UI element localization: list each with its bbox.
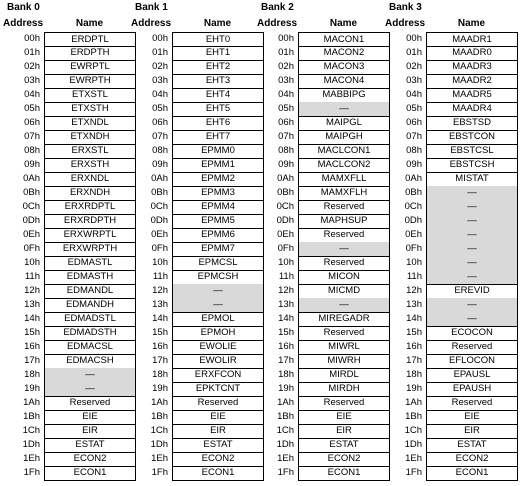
register-name: EPKTCNT — [172, 382, 264, 397]
register-address: 1Ah — [277, 397, 294, 408]
register-name: EPMM1 — [172, 158, 264, 173]
register-address: 10h — [24, 257, 40, 268]
register-name: EDMASTL — [44, 256, 136, 271]
register-name: ESTAT — [172, 438, 264, 453]
register-name: MAADR3 — [426, 60, 518, 75]
register-address: 09h — [278, 159, 294, 170]
register-name: Reserved — [298, 228, 390, 243]
register-name: Reserved — [298, 256, 390, 271]
register-address: 14h — [278, 313, 294, 324]
register-name: EIR — [426, 424, 518, 439]
register-address: 15h — [278, 327, 294, 338]
register-name: Reserved — [298, 396, 390, 411]
register-address: 19h — [406, 383, 422, 394]
register-name: EWRPTH — [44, 74, 136, 89]
register-name: EBSTCSH — [426, 158, 518, 173]
register-name: — — [426, 298, 518, 313]
register-address: 07h — [24, 131, 40, 142]
register-address: 0Fh — [277, 243, 294, 254]
register-address: 13h — [406, 299, 422, 310]
register-name: ECON2 — [172, 452, 264, 467]
register-name: MAPHSUP — [298, 214, 390, 229]
register-name: EIE — [298, 410, 390, 425]
register-address: 1Ah — [23, 397, 40, 408]
register-name: — — [426, 242, 518, 257]
register-address: 09h — [24, 159, 40, 170]
register-address: 04h — [24, 89, 40, 100]
register-address: 16h — [152, 341, 168, 352]
register-name: — — [426, 214, 518, 229]
register-address: 09h — [152, 159, 168, 170]
register-address: 13h — [278, 299, 294, 310]
register-address: 0Ah — [151, 173, 168, 184]
register-name: — — [426, 186, 518, 201]
register-address: 12h — [278, 285, 294, 296]
register-name: MAADR2 — [426, 74, 518, 89]
bank-title: Bank 1 — [135, 2, 168, 13]
register-name: — — [172, 284, 264, 299]
register-address: 05h — [278, 103, 294, 114]
register-address: 0Bh — [405, 187, 422, 198]
register-address: 1Fh — [23, 467, 40, 478]
register-name: EDMACSL — [44, 340, 136, 355]
register-name: ECON1 — [426, 466, 518, 481]
register-address: 12h — [24, 285, 40, 296]
register-name: EDMADSTL — [44, 312, 136, 327]
register-name: MIRDL — [298, 368, 390, 383]
register-address: 02h — [24, 61, 40, 72]
register-address: 18h — [152, 369, 168, 380]
register-address: 12h — [152, 285, 168, 296]
register-address: 1Dh — [150, 439, 168, 450]
register-name: ERXSTH — [44, 158, 136, 173]
register-name: ERXRDPTH — [44, 214, 136, 229]
register-address: 0Eh — [23, 229, 40, 240]
register-address: 08h — [278, 145, 294, 156]
register-address: 0Ah — [23, 173, 40, 184]
register-address: 0Bh — [151, 187, 168, 198]
register-address: 06h — [406, 117, 422, 128]
register-name: EDMACSH — [44, 354, 136, 369]
register-address: 02h — [406, 61, 422, 72]
register-name: MAADR1 — [426, 32, 518, 47]
register-address: 18h — [406, 369, 422, 380]
register-name: EPMM6 — [172, 228, 264, 243]
register-address: 12h — [406, 285, 422, 296]
register-name: MAADR5 — [426, 88, 518, 103]
register-name: ERXRDPTL — [44, 200, 136, 215]
register-name: Reserved — [426, 340, 518, 355]
register-address: 07h — [152, 131, 168, 142]
register-address: 0Dh — [404, 215, 422, 226]
name-column-header: Name — [75, 18, 104, 29]
register-name: EHT1 — [172, 46, 264, 61]
register-name: MACON1 — [298, 32, 390, 47]
register-name: MACON2 — [298, 46, 390, 61]
register-address: 1Dh — [276, 439, 294, 450]
register-name: ETXSTL — [44, 88, 136, 103]
register-name: EPMOH — [172, 326, 264, 341]
register-address: 14h — [152, 313, 168, 324]
register-address: 0Bh — [277, 187, 294, 198]
register-name: MABBIPG — [298, 88, 390, 103]
register-name: ECOCON — [426, 326, 518, 341]
register-address: 0Ch — [276, 201, 294, 212]
register-name: EPMM7 — [172, 242, 264, 257]
register-name: MAIPGL — [298, 116, 390, 131]
register-name: EIR — [44, 424, 136, 439]
register-address: 1Bh — [151, 411, 168, 422]
register-address: 1Ch — [150, 425, 168, 436]
register-name: EPAUSH — [426, 382, 518, 397]
register-address: 10h — [152, 257, 168, 268]
register-address: 16h — [406, 341, 422, 352]
register-name: EIR — [172, 424, 264, 439]
register-address: 01h — [278, 47, 294, 58]
register-address: 0Fh — [405, 243, 422, 254]
register-address: 0Dh — [150, 215, 168, 226]
register-address: 08h — [406, 145, 422, 156]
name-column-header: Name — [203, 18, 232, 29]
register-address: 04h — [152, 89, 168, 100]
register-address: 17h — [278, 355, 294, 366]
register-name: — — [426, 200, 518, 215]
register-name: EDMADSTH — [44, 326, 136, 341]
register-address: 14h — [24, 313, 40, 324]
register-name: EHT6 — [172, 116, 264, 131]
register-address: 1Ch — [276, 425, 294, 436]
address-column-header: Address — [257, 18, 298, 29]
register-name: EPMOL — [172, 312, 264, 327]
register-name: ESTAT — [426, 438, 518, 453]
register-address: 1Ah — [405, 397, 422, 408]
register-name: EFLOCON — [426, 354, 518, 369]
register-address: 1Eh — [151, 453, 168, 464]
register-address: 05h — [152, 103, 168, 114]
register-address: 04h — [406, 89, 422, 100]
register-name: — — [426, 312, 518, 327]
register-name: — — [298, 298, 390, 313]
register-address: 0Dh — [276, 215, 294, 226]
register-address: 13h — [24, 299, 40, 310]
register-address: 0Bh — [23, 187, 40, 198]
register-address: 0Ch — [22, 201, 40, 212]
register-address: 15h — [24, 327, 40, 338]
register-name: ETXNDL — [44, 116, 136, 131]
register-name: MACON4 — [298, 74, 390, 89]
register-address: 16h — [278, 341, 294, 352]
register-name: EPMM4 — [172, 200, 264, 215]
register-name: MACLCON1 — [298, 144, 390, 159]
register-address: 18h — [278, 369, 294, 380]
register-name: EHT2 — [172, 60, 264, 75]
register-name: MAMXFLH — [298, 186, 390, 201]
register-name: EPMCSL — [172, 256, 264, 271]
register-address: 1Bh — [23, 411, 40, 422]
register-address: 1Eh — [405, 453, 422, 464]
register-name: ESTAT — [44, 438, 136, 453]
register-address: 1Ah — [151, 397, 168, 408]
register-address: 19h — [152, 383, 168, 394]
register-address: 11h — [152, 271, 168, 282]
register-name: ESTAT — [298, 438, 390, 453]
register-name: MIRDH — [298, 382, 390, 397]
register-name: EPMCSH — [172, 270, 264, 285]
register-name: ERXSTL — [44, 144, 136, 159]
register-name: — — [426, 228, 518, 243]
register-address: 01h — [406, 47, 422, 58]
register-name: EHT5 — [172, 102, 264, 117]
register-name: EBSTSD — [426, 116, 518, 131]
register-address: 1Fh — [277, 467, 294, 478]
register-address: 04h — [278, 89, 294, 100]
register-name: ERDPTH — [44, 46, 136, 61]
register-address: 18h — [24, 369, 40, 380]
register-address: 05h — [24, 103, 40, 114]
register-name: EWRPTL — [44, 60, 136, 75]
register-address: 11h — [278, 271, 294, 282]
register-name: ECON2 — [44, 452, 136, 467]
register-address: 1Bh — [277, 411, 294, 422]
register-address: 17h — [24, 355, 40, 366]
register-address: 19h — [24, 383, 40, 394]
register-address: 0Ch — [150, 201, 168, 212]
register-name: EHT4 — [172, 88, 264, 103]
register-address: 02h — [278, 61, 294, 72]
register-address: 00h — [24, 33, 40, 44]
register-name: MACON3 — [298, 60, 390, 75]
register-name: EREVID — [426, 284, 518, 299]
register-address: 1Bh — [405, 411, 422, 422]
register-address: 1Dh — [22, 439, 40, 450]
register-address: 16h — [24, 341, 40, 352]
register-address: 1Fh — [151, 467, 168, 478]
register-name: MAADR4 — [426, 102, 518, 117]
register-address: 13h — [152, 299, 168, 310]
register-address: 11h — [24, 271, 40, 282]
register-name: — — [298, 102, 390, 117]
register-name: — — [426, 256, 518, 271]
register-name: ECON2 — [426, 452, 518, 467]
register-name: MICMD — [298, 284, 390, 299]
register-name: Reserved — [298, 326, 390, 341]
register-name: Reserved — [172, 396, 264, 411]
register-name: ERXNDH — [44, 186, 136, 201]
register-name: ERXWRPTH — [44, 242, 136, 257]
register-address: 08h — [152, 145, 168, 156]
address-column-header: Address — [3, 18, 44, 29]
register-name: — — [44, 368, 136, 383]
register-name: EBSTCON — [426, 130, 518, 145]
register-address: 0Eh — [405, 229, 422, 240]
address-column-header: Address — [385, 18, 426, 29]
register-address: 08h — [24, 145, 40, 156]
register-name: Reserved — [44, 396, 136, 411]
register-name: ECON1 — [44, 466, 136, 481]
register-address: 0Eh — [277, 229, 294, 240]
register-address: 1Ch — [22, 425, 40, 436]
register-name: EDMANDL — [44, 284, 136, 299]
register-name: ECON1 — [172, 466, 264, 481]
register-name: MAIPGH — [298, 130, 390, 145]
register-address: 07h — [278, 131, 294, 142]
register-address: 1Fh — [405, 467, 422, 478]
register-address: 00h — [406, 33, 422, 44]
register-name: EHT0 — [172, 32, 264, 47]
register-name: MIREGADR — [298, 312, 390, 327]
register-address: 0Ah — [405, 173, 422, 184]
register-name: EDMANDH — [44, 298, 136, 313]
register-address: 03h — [152, 75, 168, 86]
register-address: 03h — [24, 75, 40, 86]
register-name: EPMM0 — [172, 144, 264, 159]
register-address: 00h — [278, 33, 294, 44]
register-address: 1Eh — [23, 453, 40, 464]
register-address: 09h — [406, 159, 422, 170]
register-name: ERXWRPTL — [44, 228, 136, 243]
register-address: 0Fh — [151, 243, 168, 254]
register-address: 0Eh — [151, 229, 168, 240]
register-name: Reserved — [426, 396, 518, 411]
register-address: 0Ch — [404, 201, 422, 212]
register-name: EHT3 — [172, 74, 264, 89]
register-address: 17h — [406, 355, 422, 366]
bank-title: Bank 3 — [389, 2, 422, 13]
register-name: EIR — [298, 424, 390, 439]
register-name: ERXFCON — [172, 368, 264, 383]
register-name: ERXNDL — [44, 172, 136, 187]
bank-title: Bank 2 — [261, 2, 294, 13]
register-address: 1Eh — [277, 453, 294, 464]
register-name: MICON — [298, 270, 390, 285]
register-name: EPMM2 — [172, 172, 264, 187]
register-address: 0Fh — [23, 243, 40, 254]
register-address: 05h — [406, 103, 422, 114]
register-name: MAADR0 — [426, 46, 518, 61]
register-name: EIE — [44, 410, 136, 425]
register-name: MIWRL — [298, 340, 390, 355]
register-name: ETXSTH — [44, 102, 136, 117]
register-address: 06h — [152, 117, 168, 128]
name-column-header: Name — [329, 18, 358, 29]
register-name: EPAUSL — [426, 368, 518, 383]
register-address: 14h — [406, 313, 422, 324]
register-address: 1Dh — [404, 439, 422, 450]
register-name: ECON1 — [298, 466, 390, 481]
register-name: Reserved — [298, 200, 390, 215]
register-address: 07h — [406, 131, 422, 142]
register-name: — — [298, 242, 390, 257]
register-address: 02h — [152, 61, 168, 72]
register-name: EWOLIR — [172, 354, 264, 369]
register-name: ERDPTL — [44, 32, 136, 47]
register-address: 17h — [152, 355, 168, 366]
register-name: ECON2 — [298, 452, 390, 467]
bank-title: Bank 0 — [7, 2, 40, 13]
register-address: 19h — [278, 383, 294, 394]
register-address: 0Ah — [277, 173, 294, 184]
name-column-header: Name — [457, 18, 486, 29]
register-name: MACLCON2 — [298, 158, 390, 173]
register-name: EWOLIE — [172, 340, 264, 355]
register-name: MAMXFLL — [298, 172, 390, 187]
register-name: ETXNDH — [44, 130, 136, 145]
register-address: 03h — [278, 75, 294, 86]
register-name: EPMM5 — [172, 214, 264, 229]
register-address: 15h — [406, 327, 422, 338]
register-name: EPMM3 — [172, 186, 264, 201]
register-address: 06h — [278, 117, 294, 128]
register-address: 03h — [406, 75, 422, 86]
register-address: 0Dh — [22, 215, 40, 226]
register-address: 10h — [406, 257, 422, 268]
register-name: EDMASTH — [44, 270, 136, 285]
register-address: 11h — [406, 271, 422, 282]
register-name: EIE — [426, 410, 518, 425]
register-address: 01h — [24, 47, 40, 58]
register-address: 06h — [24, 117, 40, 128]
register-name: — — [44, 382, 136, 397]
register-address: 00h — [152, 33, 168, 44]
register-address: 10h — [278, 257, 294, 268]
register-address: 15h — [152, 327, 168, 338]
register-name: EBSTCSL — [426, 144, 518, 159]
register-address: 1Ch — [404, 425, 422, 436]
register-name: — — [426, 270, 518, 285]
register-name: EHT7 — [172, 130, 264, 145]
register-name: — — [172, 298, 264, 313]
register-address: 01h — [152, 47, 168, 58]
address-column-header: Address — [131, 18, 172, 29]
register-name: MIWRH — [298, 354, 390, 369]
register-name: MISTAT — [426, 172, 518, 187]
register-name: EIE — [172, 410, 264, 425]
